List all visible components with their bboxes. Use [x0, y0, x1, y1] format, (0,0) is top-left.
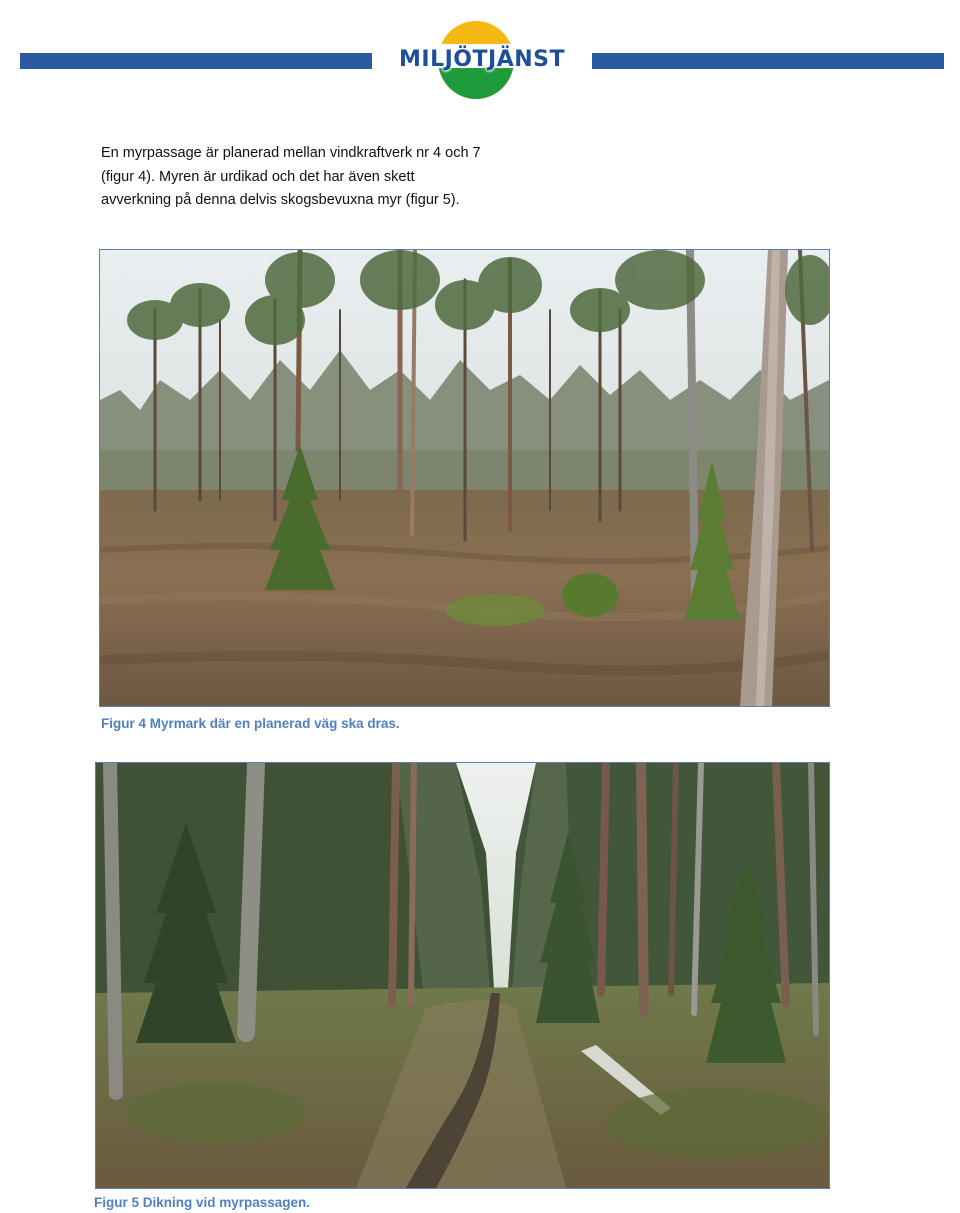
header-band-left: [20, 53, 372, 69]
page-header: [0, 0, 960, 110]
company-logo-text: MILJÖTJÄNST: [399, 47, 565, 72]
header-band-right: [592, 53, 944, 69]
figure-4-caption: Figur 4 Myrmark där en planerad väg ska dras.: [101, 716, 400, 731]
figure-4-photo: [99, 249, 830, 707]
intro-paragraph: En myrpassage är planerad mellan vindkraftverk nr 4 och 7 (figur 4). Myren är urdikad och det har även skett avverkning på denna delvis skogsbevuxna myr (figur 5).: [101, 145, 481, 208]
figure-5-caption: Figur 5 Dikning vid myrpassagen.: [94, 1195, 311, 1210]
figure-5-photo: [95, 762, 830, 1189]
